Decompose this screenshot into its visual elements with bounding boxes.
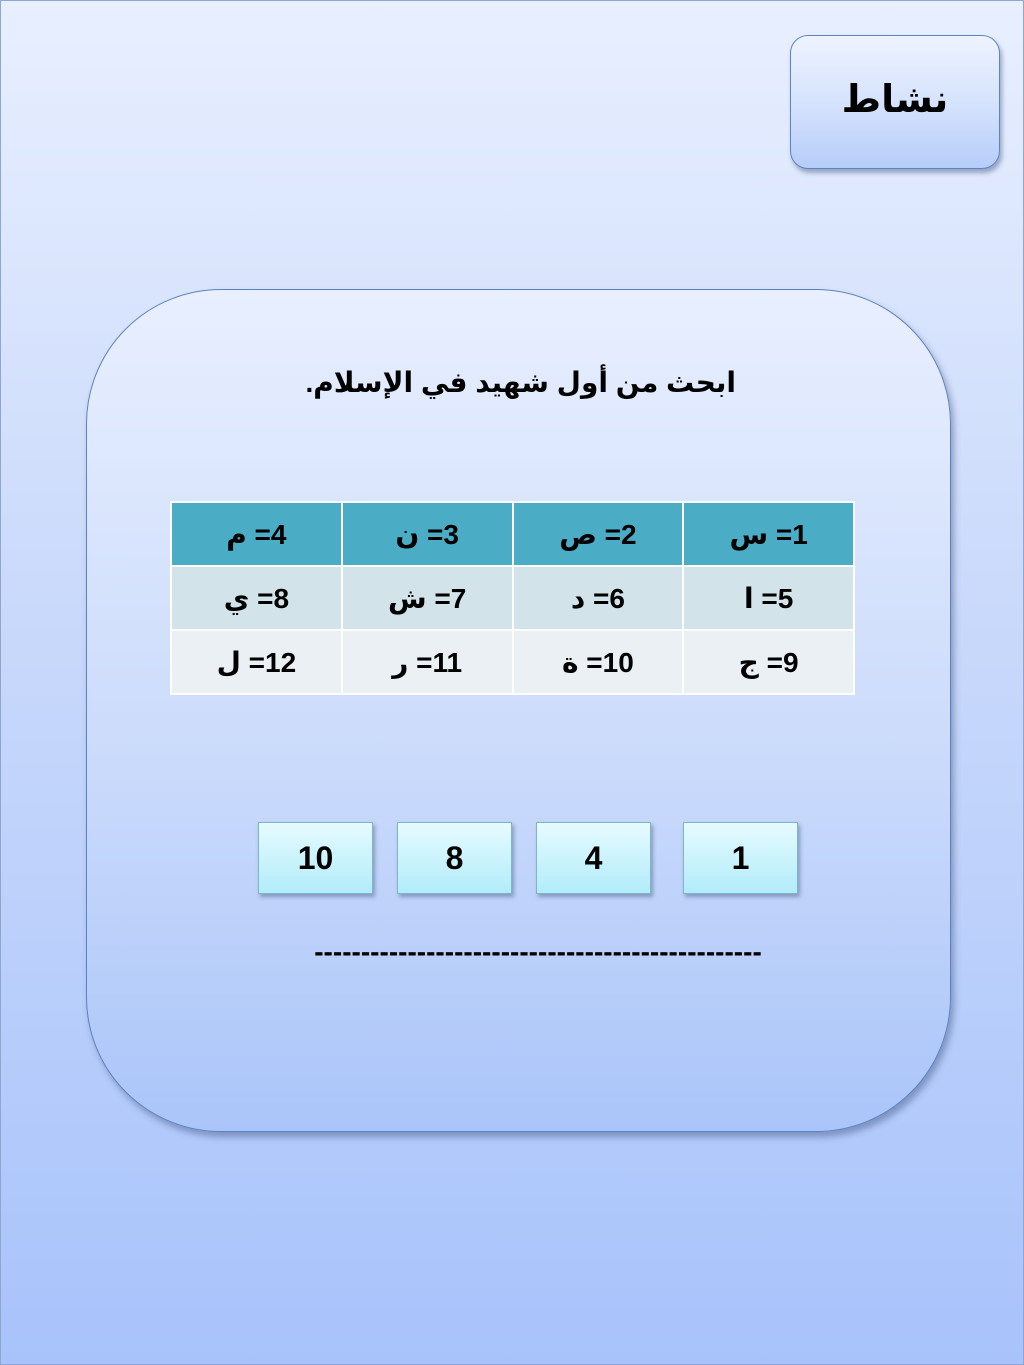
code-tile-4: 10	[258, 822, 373, 894]
table-cell: 5= ا	[683, 566, 854, 630]
letter-code-table	[170, 501, 855, 695]
table-cell: 2= ص	[513, 502, 684, 566]
code-tile-3: 8	[397, 822, 512, 894]
code-tile-2: 4	[536, 822, 651, 894]
table-row	[171, 566, 854, 630]
table-cell: 10= ة	[513, 630, 684, 694]
instruction-text: ابحث من أول شهيد في الإسلام.	[305, 367, 736, 398]
code-tile-1: 1	[683, 822, 798, 894]
table-row	[171, 502, 854, 566]
activity-title-box	[790, 35, 1000, 169]
table-cell: 3= ن	[342, 502, 513, 566]
table-row	[171, 630, 854, 694]
table-cell: 1= س	[683, 502, 854, 566]
table-cell: 8= ي	[171, 566, 342, 630]
table-cell: 6= د	[513, 566, 684, 630]
activity-panel	[86, 289, 951, 1132]
answer-blank-line: ------------------------------------------------	[314, 936, 762, 967]
table-cell: 7= ش	[342, 566, 513, 630]
table-cell: 9= ج	[683, 630, 854, 694]
table-cell: 11= ر	[342, 630, 513, 694]
table-cell: 12= ل	[171, 630, 342, 694]
activity-title: نشاط	[841, 78, 949, 121]
table-cell: 4= م	[171, 502, 342, 566]
